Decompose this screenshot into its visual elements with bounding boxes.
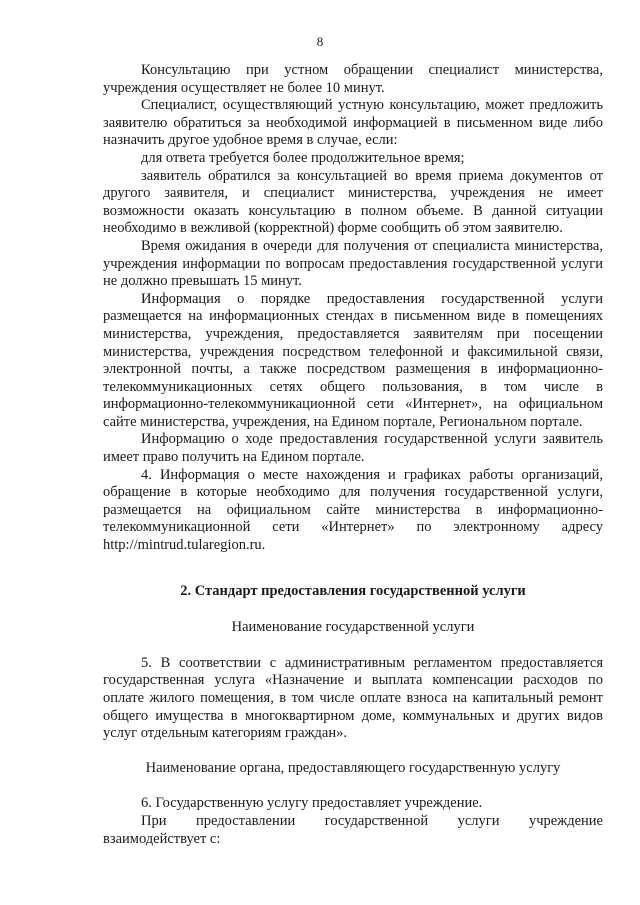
paragraph-6b: При предоставлении государственной услуги учреждение взаимодействует с: bbox=[103, 812, 603, 847]
subheading-service-name: Наименование государственной услуги bbox=[231, 619, 475, 636]
document-body bbox=[103, 62, 603, 848]
subheading-organ: Наименование органа, предоставляющего государственную услугу bbox=[145, 759, 561, 776]
paragraph-waiting-time: Время ожидания в очереди для получения от специалиста министерства, учреждения информации по вопросам предоставления государственной услуги не должно превышать 15 минут. bbox=[103, 237, 603, 290]
paragraph-information-placement: Информация о порядке предоставления государственной услуги размещается на информационных стендах в письменном виде в помещениях министерства, учреждения, предоставляется заявителям при посещении министерства, учреждения посредством телефонной и факсимильной связи, электронной почты, а также посредством размещения в информационно-телекоммуникационных сетях общего пользования, в том числе в информационно-телекоммуникационной сети «Интернет», на официальном сайте министерства, учреждения, на Едином портале, Региональном портале. bbox=[103, 290, 603, 430]
paragraph-consultation-time: Консультацию при устном обращении специалист министерства, учреждения осуществляет не более 10 минут. bbox=[103, 62, 603, 96]
paragraph-4-organizations: 4. Информация о месте нахождения и графиках работы организаций, обращение в которые необходимо для получения государственной услуги, размещается на официальном сайте министерства в информационно-телекоммуникационной сети «Интернет» по электронному адресу http://mintrud.tularegion.ru. bbox=[103, 466, 603, 554]
paragraph-5: 5. В соответствии с административным регламентом предоставляется государственная услуга «Назначение и выплата компенсации расходов по оплате жилого помещения, в том числе оплате взноса на капитальный ремонт общего имущества в многоквартирном доме, коммунальных и других видов услуг отдельным категориям граждан». bbox=[103, 654, 603, 742]
paragraph-progress-info: Информацию о ходе предоставления государственной услуги заявитель имеет право получить на Едином портале. bbox=[103, 431, 603, 466]
paragraph-specialist-offer: Специалист, осуществляющий устную консультацию, может предложить заявителю обратиться за необходимой информацией в письменном виде либо назначить другое удобное время в случае, если: bbox=[103, 97, 603, 149]
section-title: 2. Стандарт предоставления государственной услуги bbox=[180, 582, 526, 599]
page-number: 8 bbox=[316, 34, 324, 49]
paragraph-6a: 6. Государственную услугу предоставляет учреждение. bbox=[141, 795, 483, 812]
paragraph-case-other-applicant: заявитель обратился за консультацией во время приема документов от другого заявителя, и специалист министерства, учреждения не имеет возможности оказать консультацию в полном объеме. В данной ситуации необходимо в вежливой (корректной) форме сообщить об этом заявителю. bbox=[103, 167, 603, 237]
paragraph-case-longer-time: для ответа требуется более продолжительное время; bbox=[141, 149, 465, 166]
